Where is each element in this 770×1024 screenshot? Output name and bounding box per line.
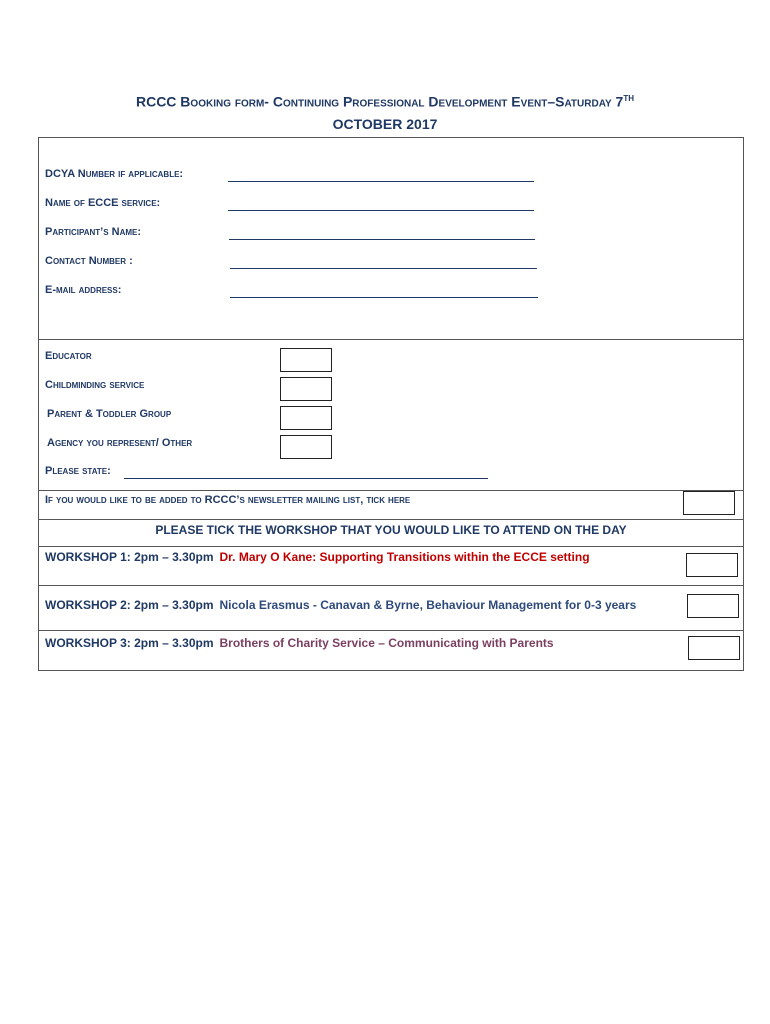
workshop-2-row: [45, 598, 636, 612]
workshop-2-label: WORKSHOP 2: 2pm – 3.30pm: [45, 598, 214, 612]
workshop-3-checkbox[interactable]: [688, 636, 740, 660]
role-childminding-label: Childminding service: [45, 379, 145, 391]
title-line-2: OCTOBER 2017: [332, 115, 438, 132]
title-line-1: RCCC Booking form- Continuing Professional Development Event–Saturday 7TH: [135, 93, 635, 110]
section-divider: [38, 339, 744, 340]
newsletter-checkbox[interactable]: [683, 491, 735, 515]
role-parent-toddler-label: Parent & Toddler Group: [47, 408, 172, 420]
please-state-field[interactable]: [124, 478, 488, 479]
form-frame: [38, 137, 744, 671]
dcya-number-label: DCYA Number if applicable:: [45, 168, 184, 180]
contact-number-label: Contact Number :: [45, 255, 133, 267]
please-state-label: Please state:: [45, 465, 111, 477]
section-divider: [38, 490, 744, 491]
role-agency-checkbox[interactable]: [280, 435, 332, 459]
email-field[interactable]: [230, 297, 538, 298]
contact-number-field[interactable]: [230, 268, 537, 269]
participant-name-label: Participant’s Name:: [45, 226, 142, 238]
section-divider: [38, 519, 744, 520]
workshop-1-checkbox[interactable]: [686, 553, 738, 577]
email-label: E-mail address:: [45, 284, 122, 296]
workshop-2-checkbox[interactable]: [687, 594, 739, 618]
role-parent-toddler-checkbox[interactable]: [280, 406, 332, 430]
role-agency-label: Agency you represent/ Other: [47, 437, 193, 449]
ecce-service-field[interactable]: [228, 210, 534, 211]
ecce-service-label: Name of ECCE service:: [45, 197, 161, 209]
workshop-1-row: [45, 550, 590, 564]
workshop-2-desc: Nicola Erasmus - Canavan & Byrne, Behaviour Management for 0-3 years: [219, 598, 637, 612]
participant-name-field[interactable]: [229, 239, 535, 240]
dcya-number-field[interactable]: [228, 181, 534, 182]
workshop-3-label: WORKSHOP 3: 2pm – 3.30pm: [45, 636, 214, 650]
workshop-header: PLEASE TICK THE WORKSHOP THAT YOU WOULD LIKE TO ATTEND ON THE DAY: [155, 523, 627, 537]
role-educator-checkbox[interactable]: [280, 348, 332, 372]
section-divider: [38, 630, 744, 631]
section-divider: [38, 546, 744, 547]
title-superscript: TH: [623, 94, 635, 103]
workshop-1-desc: Dr. Mary O Kane: Supporting Transitions within the ECCE setting: [219, 550, 590, 564]
workshop-1-label: WORKSHOP 1: 2pm – 3.30pm: [45, 550, 214, 564]
workshop-3-desc: Brothers of Charity Service – Communicating with Parents: [219, 636, 554, 650]
form-title: [0, 88, 770, 135]
section-divider: [38, 585, 744, 586]
role-childminding-checkbox[interactable]: [280, 377, 332, 401]
role-educator-label: Educator: [45, 350, 92, 362]
newsletter-label: If you would like to be added to RCCC’s newsletter mailing list, tick here: [45, 494, 411, 506]
workshop-3-row: [45, 636, 554, 650]
